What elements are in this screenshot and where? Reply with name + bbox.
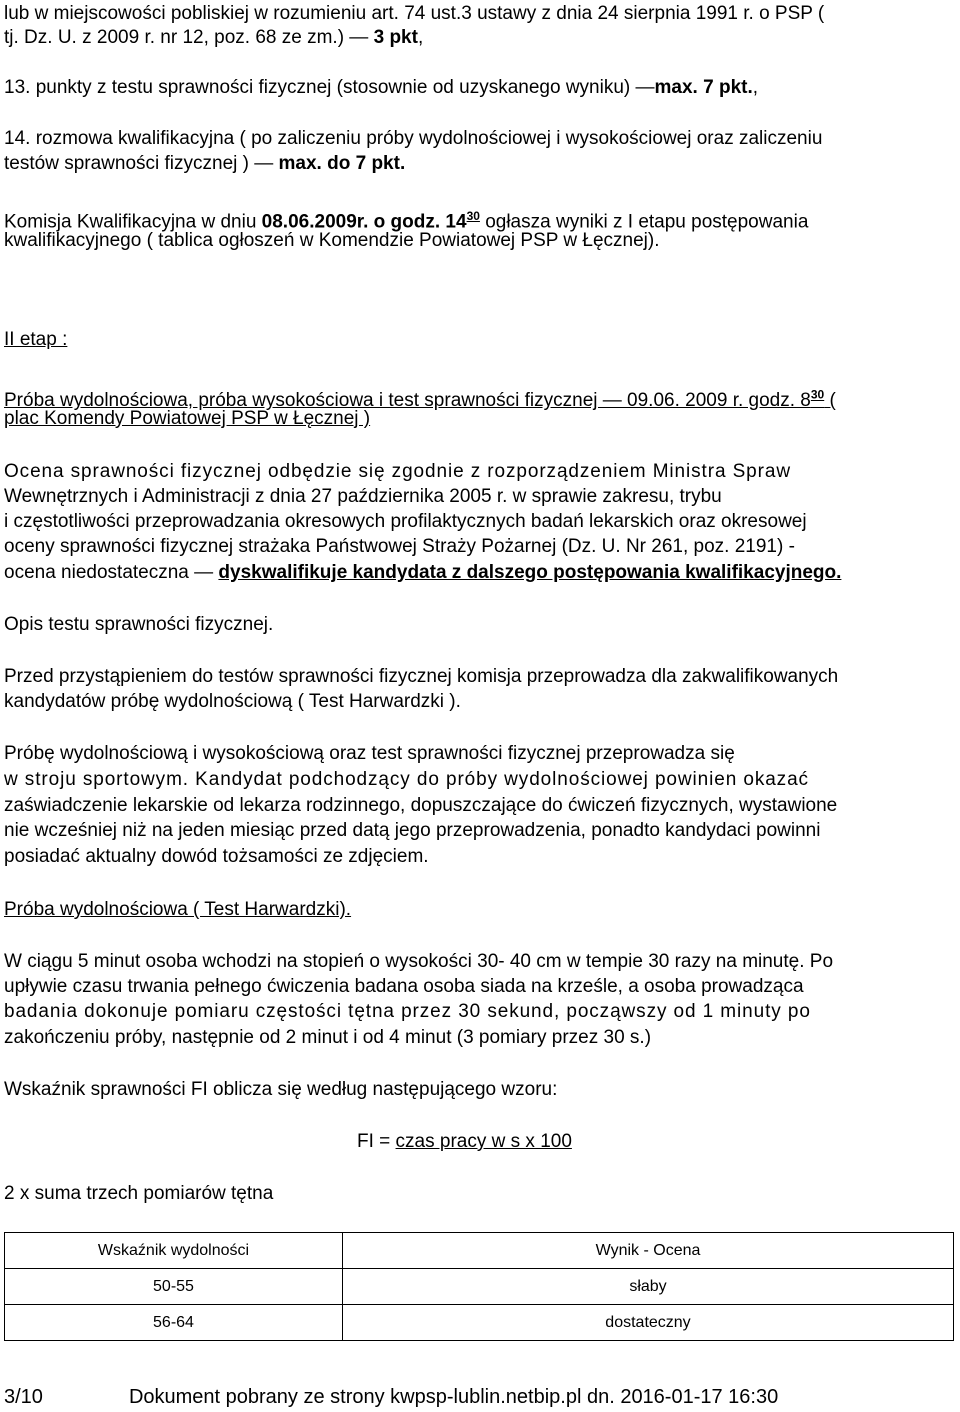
assessment-line-1: Ocena sprawności fizycznej odbędzie się zgodnie z rozporządzeniem Ministra Spraw bbox=[4, 461, 791, 482]
commission-announcement-cont: kwalifikacyjnego ( tablica ogłoszeń w Komendzie Powiatowej PSP w Łęcznej). bbox=[4, 230, 660, 251]
table-header-cell: Wskaźnik wydolności bbox=[5, 1233, 343, 1269]
assessment-line-2: Wewnętrznych i Administracji z dnia 27 października 2005 r. w sprawie zakresu, trybu bbox=[4, 486, 722, 507]
formula-denominator: 2 x suma trzech pomiarów tętna bbox=[4, 1183, 274, 1204]
paragraph-2-line-4: nie wcześniej niż na jeden miesiąc przed datą jego przeprowadzenia, ponadto kandydaci powinni bbox=[4, 820, 821, 841]
list-item-14-cont: testów sprawności fizycznej ) ― max. do 7 pkt. bbox=[4, 153, 406, 174]
text-line-2: tj. Dz. U. z 2009 r. nr 12, poz. 68 ze zm.) ― 3 pkt, bbox=[4, 27, 424, 48]
text-line-1: lub w miejscowości pobliskiej w rozumieniu art. 74 ust.3 ustawy z dnia 24 sierpnia 1991 r. o PSP ( bbox=[4, 3, 825, 24]
table-cell: dostateczny bbox=[343, 1305, 954, 1341]
paragraph-3-line-1: W ciągu 5 minut osoba wchodzi na stopień o wysokości 30- 40 cm w tempie 30 razy na minutę. Po bbox=[4, 951, 834, 972]
page-number: 3/10 bbox=[4, 1386, 43, 1408]
paragraph-3-line-3: badania dokonuje pomiaru częstości tętna przez 30 sekund, począwszy od 1 minuty po bbox=[4, 1001, 811, 1022]
paragraph-3-line-2: upływie czasu trwania pełnego ćwiczenia badana osoba siada na krześle, a osoba prowadząca bbox=[4, 976, 804, 997]
table-row bbox=[5, 1305, 954, 1341]
paragraph-2-line-1: Próbę wydolnościową i wysokościową oraz test sprawności fizycznej przeprowadza się bbox=[4, 743, 735, 764]
fitness-index-table bbox=[4, 1232, 954, 1341]
page-footer bbox=[4, 1386, 778, 1409]
table-cell: 56-64 bbox=[5, 1305, 343, 1341]
paragraph-2-line-5: posiadać aktualny dowód tożsamości ze zdjęciem. bbox=[4, 846, 429, 867]
table-row bbox=[5, 1269, 954, 1305]
stage-2-heading: II etap : bbox=[4, 329, 68, 350]
table-cell: słaby bbox=[343, 1269, 954, 1305]
table-cell: 50-55 bbox=[5, 1269, 343, 1305]
table-header-cell: Wynik - Ocena bbox=[343, 1233, 954, 1269]
list-item-14: 14. rozmowa kwalifikacyjna ( po zaliczeniu próby wydolnościowej i wysokościowej oraz zaliczeniu bbox=[4, 128, 823, 149]
list-item-13: 13. punkty z testu sprawności fizycznej (stosownie od uzyskanego wyniku) ―max. 7 pkt., bbox=[4, 77, 759, 98]
harvard-test-heading: Próba wydolnościowa ( Test Harwardzki). bbox=[4, 899, 352, 920]
paragraph-1-line-2: kandydatów próbę wydolnościową ( Test Harwardzki ). bbox=[4, 691, 461, 712]
formula-numerator: FI = czas pracy w s x 100 bbox=[357, 1131, 572, 1152]
assessment-line-4: oceny sprawności fizycznej strażaka Państwowej Straży Pożarnej (Dz. U. Nr 261, poz. 2191) - bbox=[4, 536, 795, 557]
paragraph-3-line-4: zakończeniu próby, następnie od 2 minut i od 4 minut (3 pomiary przez 30 s.) bbox=[4, 1027, 652, 1048]
formula-intro: Wskaźnik sprawności FI oblicza się według następującego wzoru: bbox=[4, 1079, 558, 1100]
assessment-line-5: ocena niedostateczna ― dyskwalifikuje kandydata z dalszego postępowania kwalifikacyjnego. bbox=[4, 562, 842, 583]
paragraph-2-line-3: zaświadczenie lekarskie od lekarza rodzinnego, dopuszczające do ćwiczeń fizycznych, wystawione bbox=[4, 795, 838, 816]
stage-2-schedule: Próba wydolnościowa, próba wysokościowa i test sprawności fizycznej ― 09.06. 2009 r. godz. $8^{30}$ ( bbox=[4, 388, 836, 412]
commission-announcement: Komisja Kwalifikacyjna w dniu 08.06.2009r. o godz. $14^{30}$ ogłasza wyniki z I etapu postępowania bbox=[4, 209, 809, 233]
paragraph-2-line-2: w stroju sportowym. Kandydat podchodzący do próby wydolnościowej powinien okazać bbox=[4, 769, 809, 790]
stage-2-location: plac Komendy Powiatowej PSP w Łęcznej ) bbox=[4, 408, 371, 429]
paragraph-1-line-1: Przed przystąpieniem do testów sprawności fizycznej komisja przeprowadza dla zakwalifikowanych bbox=[4, 666, 839, 687]
test-description-heading: Opis testu sprawności fizycznej. bbox=[4, 614, 274, 635]
table-header-row bbox=[5, 1233, 954, 1269]
assessment-line-3: i częstotliwości przeprowadzania okresowych profilaktycznych badań lekarskich oraz okresowej bbox=[4, 511, 807, 532]
download-source: Dokument pobrany ze strony kwpsp-lublin.netbip.pl dn. 2016-01-17 16:30 bbox=[128, 1386, 779, 1408]
